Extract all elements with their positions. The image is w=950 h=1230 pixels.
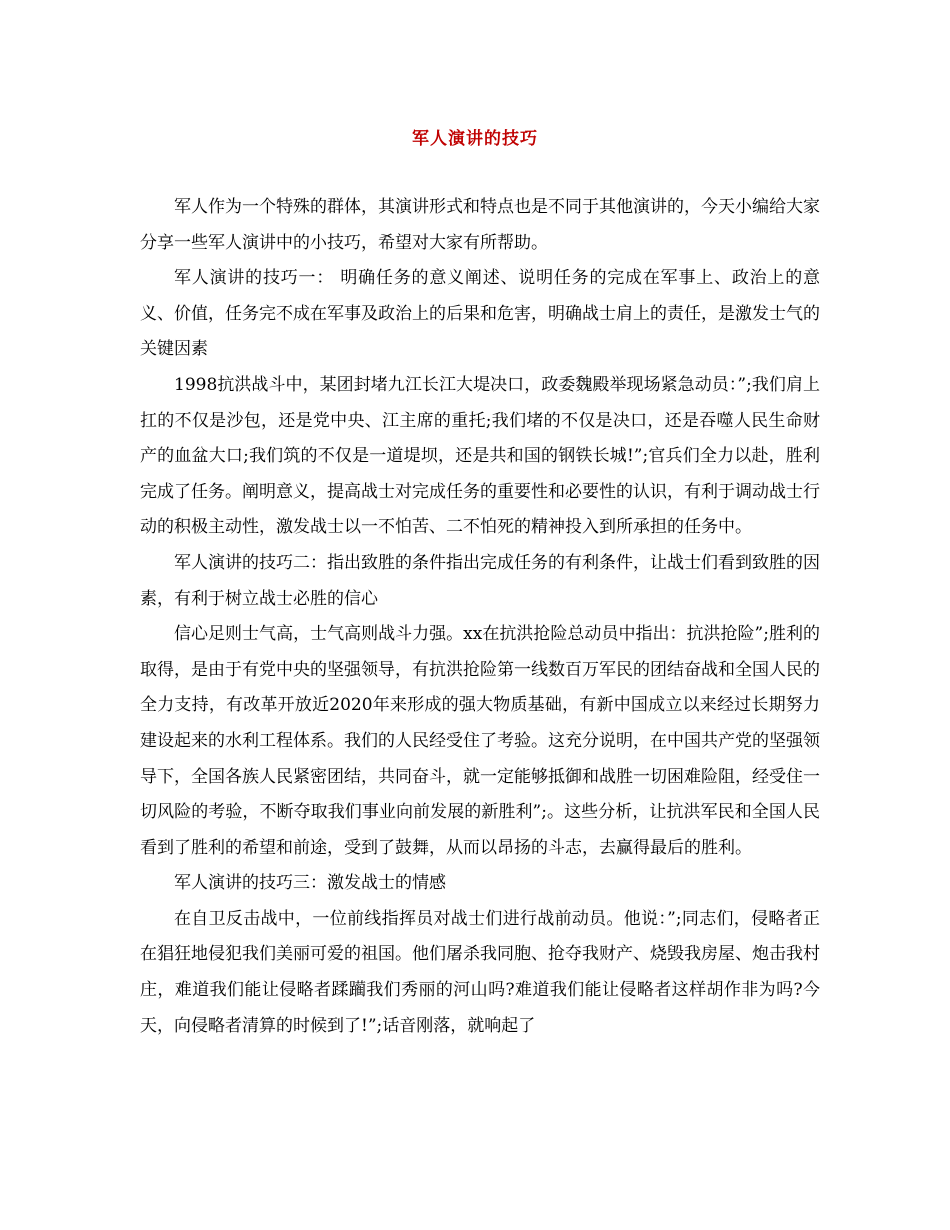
paragraph-war-example: 在自卫反击战中，一位前线指挥员对战士们进行战前动员。他说：”;同志们，侵略者正在猖狂地侵犯我们美丽可爱的祖国。他们屠杀我同胞、抢夺我财产、烧毁我房屋、炮击我村庄，难道我们能让侵略者蹂躏我们秀丽的河山吗?难道我们能让侵略者这样胡作非为吗?今天，向侵略者清算的时候到了!”;话音刚落，就响起了 <box>140 908 820 1036</box>
paragraph-tip-three: 军人演讲的技巧三：激发战士的情感 <box>174 873 446 894</box>
paragraph-tip-two: 军人演讲的技巧二：指出致胜的条件指出完成任务的有利条件，让战士们看到致胜的因素，有利于树立战士必胜的信心 <box>140 552 820 609</box>
paragraph-confidence: 信心足则士气高，士气高则战斗力强。xx在抗洪抢险总动员中指出：抗洪抢险”;胜利的取得，是由于有党中央的坚强领导，有抗洪抢险第一线数百万军民的团结奋战和全国人民的全力支持，有改革开放近2020年来形成的强大物质基础，有新中国成立以来经过长期努力建设起来的水利工程体系。我们的人民经受住了考验。这充分说明，在中国共产党的坚强领导下，全国各族人民紧密团结，共同奋斗，就一定能够抵御和战胜一切困难险阻，经受住一切风险的考验，不断夺取我们事业向前发展的新胜利”;。这些分析，让抗洪军民和全国人民看到了胜利的希望和前途，受到了鼓舞，从而以昂扬的斗志，去赢得最后的胜利。 <box>140 624 820 858</box>
paragraph-flood-example: 1998抗洪战斗中，某团封堵九江长江大堤决口，政委魏殿举现场紧急动员：”;我们肩上扛的不仅是沙包，还是党中央、江主席的重托;我们堵的不仅是决口，还是吞噬人民生命财产的血盆大口;我们筑的不仅是一道堤坝，还是共和国的钢铁长城!”;官兵们全力以赴，胜利完成了任务。阐明意义，提高战士对完成任务的重要性和必要性的认识，有利于调动战士行动的积极主动性，激发战士以一不怕苦、二不怕死的精神投入到所承担的任务中。 <box>140 374 820 538</box>
document-body <box>140 190 820 1044</box>
document-title: 军人演讲的技巧 <box>412 129 538 149</box>
paragraph-tip-one: 军人演讲的技巧一： 明确任务的意义阐述、说明任务的完成在军事上、政治上的意义、价值，任务完不成在军事及政治上的后果和危害，明确战士肩上的责任，是激发士气的关键因素 <box>140 268 820 360</box>
paragraph-intro: 军人作为一个特殊的群体，其演讲形式和特点也是不同于其他演讲的，今天小编给大家分享一些军人演讲中的小技巧，希望对大家有所帮助。 <box>140 197 820 253</box>
